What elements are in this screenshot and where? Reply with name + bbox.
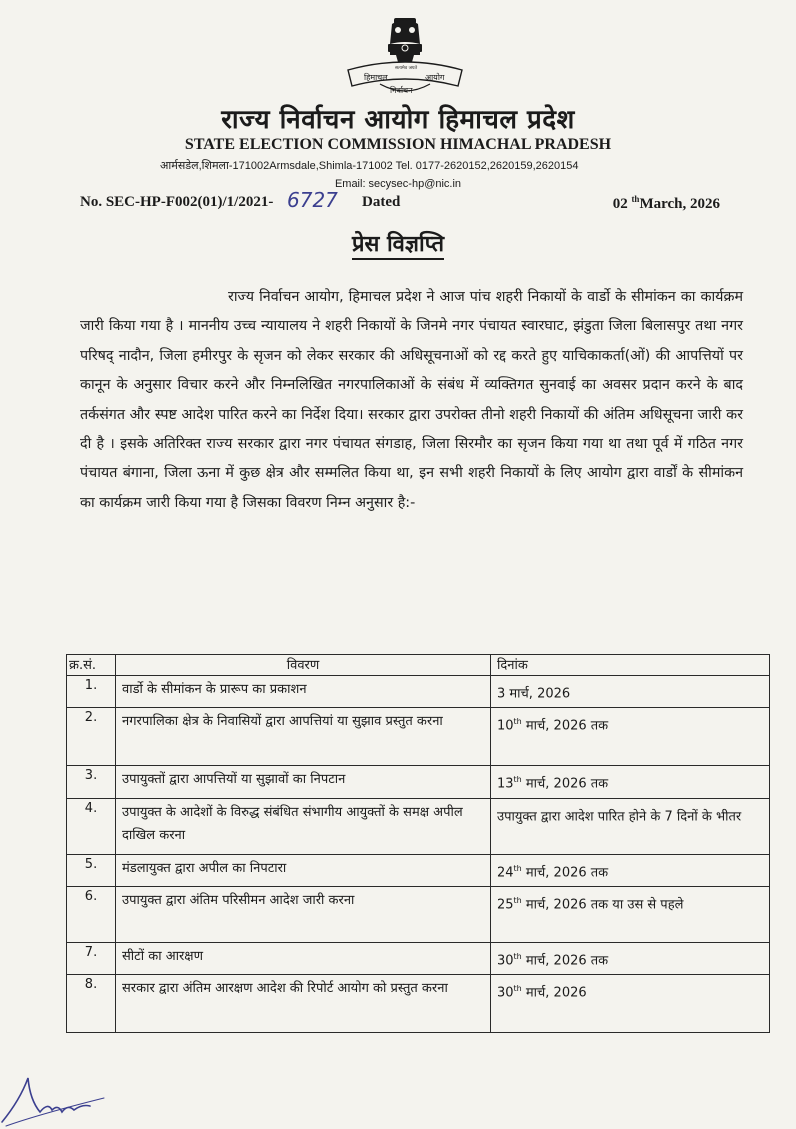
date-rest: मार्च, 2026 तक <box>521 718 609 734</box>
row-date <box>491 854 770 886</box>
table-header-row <box>67 655 770 676</box>
row-description: मंडलायुक्त द्वारा अपील का निपटारा <box>116 854 491 886</box>
row-description: उपायुक्तों द्वारा आपत्तियों या सुझावों का निपटान <box>116 766 491 798</box>
date-day: 13 <box>497 776 514 792</box>
row-serial: 3. <box>67 766 116 798</box>
dated-label: Dated <box>362 194 401 210</box>
row-date <box>491 942 770 974</box>
row-description: उपायुक्त के आदेशों के विरुद्ध संबंधित संभागीय आयुक्तों के समक्ष अपील दाखिल करना <box>116 798 491 854</box>
date-rest: मार्च, 2026 तक <box>521 953 609 969</box>
row-serial: 4. <box>67 798 116 854</box>
emblem-motto-right: आयोग <box>425 73 445 82</box>
table-row <box>67 676 770 708</box>
row-date <box>491 708 770 766</box>
handwritten-signature-icon <box>0 1060 150 1129</box>
table-row <box>67 766 770 798</box>
row-serial: 8. <box>67 975 116 1033</box>
date-day: 10 <box>497 718 514 734</box>
emblem-motto-left: हिमाचल <box>364 73 388 82</box>
date-day: 25 <box>497 897 514 913</box>
row-serial: 5. <box>67 854 116 886</box>
letter-date-rest: March, 2026 <box>639 196 720 212</box>
header-serial: क्र.सं. <box>67 655 116 676</box>
title-hindi: राज्य निर्वाचन आयोग हिमाचल प्रदेश <box>221 105 575 135</box>
row-serial: 7. <box>67 942 116 974</box>
letter-date-suffix: th <box>631 194 640 204</box>
row-serial: 6. <box>67 886 116 942</box>
schedule-table <box>66 654 770 1033</box>
row-serial: 1. <box>67 676 116 708</box>
date-rest: मार्च, 2026 तक या उस से पहले <box>521 897 684 913</box>
heading-text: प्रेस विज्ञप्ति <box>352 231 444 260</box>
date-rest: मार्च, 2026 तक <box>521 776 609 792</box>
row-date <box>491 766 770 798</box>
date-rest: 3 मार्च, 2026 <box>497 686 571 702</box>
date-suffix: th <box>513 984 522 994</box>
body-paragraph: राज्य निर्वाचन आयोग, हिमाचल प्रदेश ने आज पांच शहरी निकायों के वार्डो के सीमांकन का कार्यक्रम जारी किया गया है । माननीय उच्च न्यायालय ने शहरी निकायों के जिनमे नगर पंचायत स्वारघाट, झंडुता जिला बिलासपुर तथा नगर परिषद् नादौन, जिला हमीरपुर के सृजन को लेकर सरकार की अधिसूचनाओं को रद्द करते हुए याचिकाकर्ता(ओं) की आपत्तियों पर कानून के अनुसार विचार करने और निम्नलिखित नगरपालिकाओं के संबंध में व्यक्तिगत सुनवाई का अवसर प्रदान करने के बाद तर्कसंगत और स्पष्ट आदेश पारित करने का निर्देश दिया। सरकार द्वारा उपरोक्त तीनो शहरी निकायों की अंतिम अधिसूचना जारी कर दी है । इसके अतिरिक्त राज्य सरकार द्वारा नगर पंचायत संगडाह, जिला सिरमौर का सृजन किया गया था तथा पूर्व में गठित नगर पंचायत बंगाना, जिला ऊना में कुछ क्षेत्र और सम्मलित किया था, इन सभी शहरी निकायों के लिए आयोग द्वारा वार्डों के सीमांकन का कार्यक्रम जारी किया गया है जिसका विवरण निम्न अनुसार है:- <box>80 289 743 511</box>
row-serial: 2. <box>67 708 116 766</box>
date-day: 30 <box>497 953 514 969</box>
date-suffix: th <box>513 895 522 905</box>
date-suffix: th <box>513 717 522 727</box>
handwritten-reference-number: 6727 <box>287 188 338 212</box>
date-day: 30 <box>497 985 514 1001</box>
emblem-motto-center: सत्यमेव जयते <box>395 66 418 71</box>
letter-date <box>613 194 720 213</box>
table-row <box>67 942 770 974</box>
row-description: उपायुक्त द्वारा अंतिम परिसीमन आदेश जारी करना <box>116 886 491 942</box>
row-description: वार्डो के सीमांकन के प्रारूप का प्रकाशन <box>116 676 491 708</box>
reference-number: No. SEC-HP-F002(01)/1/2021- <box>80 194 274 210</box>
table-row <box>67 886 770 942</box>
date-suffix: th <box>513 775 522 785</box>
title-english: STATE ELECTION COMMISSION HIMACHAL PRADESH <box>184 136 612 153</box>
emblem-motto-bottom: निर्वाचन <box>390 86 413 95</box>
table-row <box>67 854 770 886</box>
row-date <box>491 975 770 1033</box>
table-row <box>67 708 770 766</box>
date-rest: उपायुक्त द्वारा आदेश पारित होने के 7 दिनों के भीतर <box>497 808 742 824</box>
address-line: आर्मसडेल,शिमला-171002Armsdale,Shimla-171002 Tel. 0177-2620152,2620159,2620154 <box>160 160 579 172</box>
ashoka-emblem-icon <box>340 14 470 102</box>
header-description: विवरण <box>116 655 491 676</box>
row-description: सीटों का आरक्षण <box>116 942 491 974</box>
date-day: 24 <box>497 864 514 880</box>
letter-date-day: 02 <box>612 196 628 212</box>
press-release-heading <box>0 228 796 258</box>
header-date: दिनांक <box>491 655 770 676</box>
row-description: सरकार द्वारा अंतिम आरक्षण आदेश की रिपोर्ट आयोग को प्रस्तुत करना <box>116 975 491 1033</box>
date-rest: मार्च, 2026 तक <box>521 864 609 880</box>
email-line: Email: secysec-hp@nic.in <box>334 178 462 190</box>
row-date <box>491 886 770 942</box>
row-description: नगरपालिका क्षेत्र के निवासियों द्वारा आपत्तियां या सुझाव प्रस्तुत करना <box>116 708 491 766</box>
table-row <box>67 975 770 1033</box>
date-suffix: th <box>513 951 522 961</box>
row-date <box>491 676 770 708</box>
date-suffix: th <box>513 863 522 873</box>
table-row <box>67 798 770 854</box>
row-date <box>491 798 770 854</box>
reference-line <box>80 188 730 216</box>
date-rest: मार्च, 2026 <box>521 985 587 1001</box>
